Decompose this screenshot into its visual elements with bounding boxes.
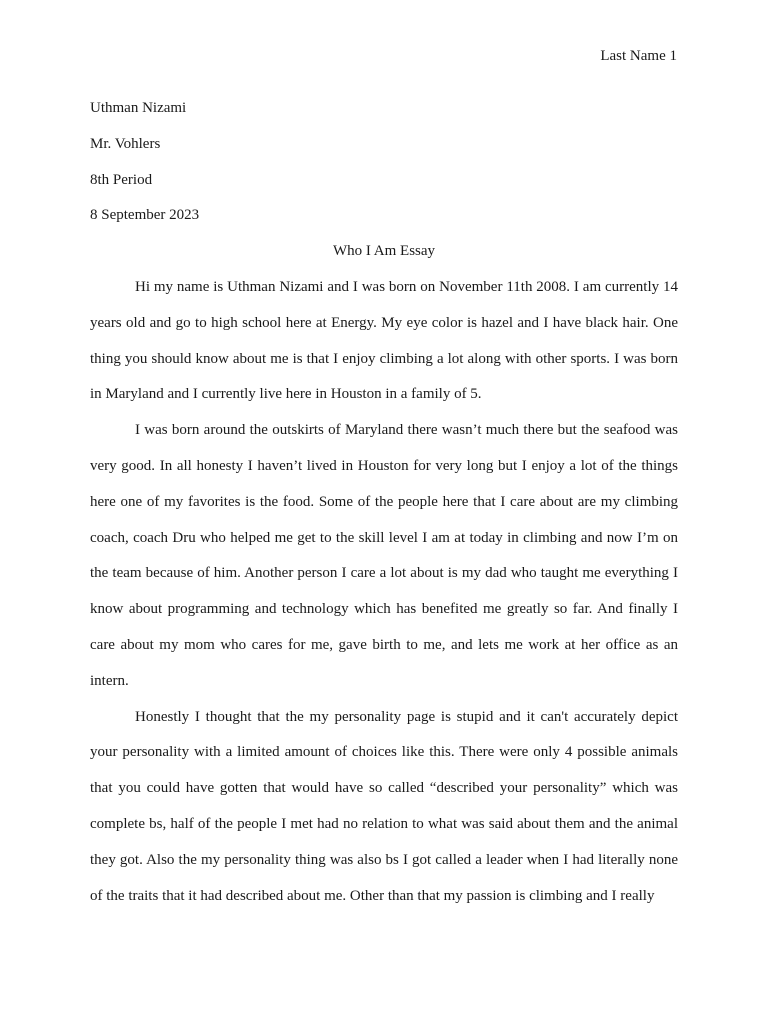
class-period: 8th Period — [90, 171, 153, 188]
paragraph-1: Hi my name is Uthman Nizami and I was born on November 11th 2008. I am currently 14 years old and go to high school here at Energy. My eye color is hazel and I have black hair. One thing you should know about me is that I enjoy climbing a lot along with other sports. I was born in Maryland and I currently live here in Houston in a family of 5. — [90, 278, 678, 403]
teacher-name: Mr. Vohlers — [90, 135, 161, 152]
student-name: Uthman Nizami — [90, 100, 187, 116]
essay-title: Who I Am Essay — [332, 243, 436, 260]
running-header: Last Name 1 — [600, 48, 677, 64]
document-body — [90, 91, 678, 914]
paragraph-2: I was born around the outskirts of Maryland there wasn’t much there but the seafood was very good. In all honesty I haven’t lived in Houston for very long but I enjoy a lot of the things here one of my favorites is the food. Some of the people here that I care about are my climbing coach, coach Dru who helped me get to the skill level I am at today in climbing and now I’m on the team because of him. Another person I care a lot about is my dad who taught me everything I know about programming and technology which has benefited me greatly so far. And finally I care about my mom who cares for me, gave birth to me, and lets me work at her office as an intern. — [90, 422, 678, 689]
paragraph-3: Honestly I thought that the my personality page is stupid and it can't accurately depict your personality with a limited amount of choices like this. There were only 4 possible animals that you could have gotten that would have so called “described your personality” which was complete bs, half of the people I met had no relation to what was said about them and the animal they got. Also the my personality thing was also bs I got called a leader when I had literally none of the traits that it had described about me. Other than that my passion is climbing and I really — [90, 708, 678, 904]
essay-date: 8 September 2023 — [90, 207, 200, 224]
